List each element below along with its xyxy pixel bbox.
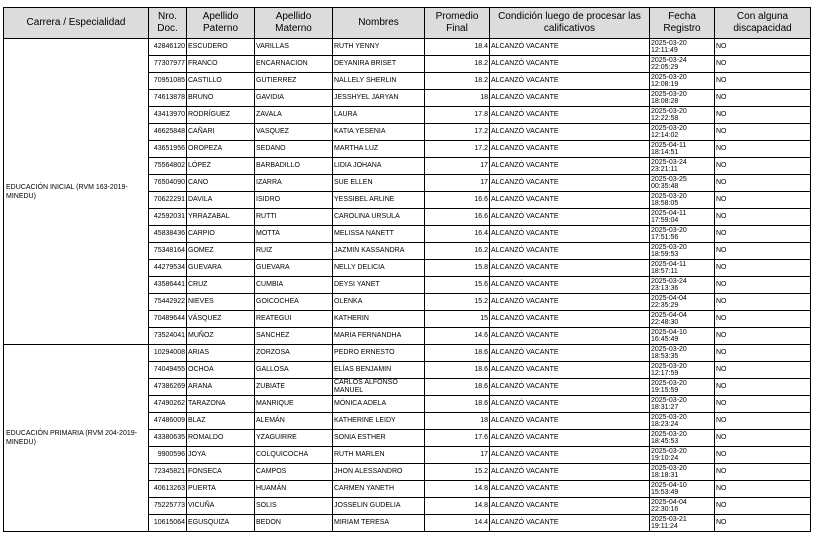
promedio-cell: 18.6: [425, 345, 490, 362]
nombres-cell: JHON ALESSANDRO: [333, 464, 425, 481]
doc-cell: 75564802: [149, 158, 187, 175]
materno-cell: CUMBIA: [255, 277, 333, 294]
condicion-cell: ALCANZÓ VACANTE: [490, 362, 650, 379]
fecha-cell: 2025-03-24 23:13:36: [650, 277, 715, 294]
promedio-cell: 18.6: [425, 396, 490, 413]
promedio-cell: 17: [425, 447, 490, 464]
paterno-cell: CANO: [187, 175, 255, 192]
discapacidad-cell: NO: [715, 447, 811, 464]
fecha-cell: 2025-03-20 18:58:05: [650, 192, 715, 209]
header-promedio: Promedio Final: [425, 8, 490, 39]
materno-cell: CAMPOS: [255, 464, 333, 481]
discapacidad-cell: NO: [715, 243, 811, 260]
condicion-cell: ALCANZÓ VACANTE: [490, 107, 650, 124]
paterno-cell: FRANCO: [187, 56, 255, 73]
discapacidad-cell: NO: [715, 107, 811, 124]
doc-cell: 47386269: [149, 379, 187, 396]
nombres-cell: CARLOS ALFONSO MANUEL: [333, 379, 425, 396]
discapacidad-cell: NO: [715, 90, 811, 107]
paterno-cell: JOYA: [187, 447, 255, 464]
career-cell: EDUCACIÓN INICIAL (RVM 163-2019-MINEDU): [4, 39, 149, 345]
materno-cell: SANCHEZ: [255, 328, 333, 345]
materno-cell: ISIDRO: [255, 192, 333, 209]
doc-cell: 70489644: [149, 311, 187, 328]
nombres-cell: RUTH YENNY: [333, 39, 425, 56]
doc-cell: 47490262: [149, 396, 187, 413]
condicion-cell: ALCANZÓ VACANTE: [490, 345, 650, 362]
promedio-cell: 17.2: [425, 141, 490, 158]
fecha-cell: 2025-03-25 00:35:48: [650, 175, 715, 192]
header-row: [4, 8, 811, 39]
doc-cell: 42846120: [149, 39, 187, 56]
doc-cell: 70951085: [149, 73, 187, 90]
condicion-cell: ALCANZÓ VACANTE: [490, 413, 650, 430]
header-fecha: Fecha Registro: [650, 8, 715, 39]
condicion-cell: ALCANZÓ VACANTE: [490, 141, 650, 158]
discapacidad-cell: NO: [715, 515, 811, 532]
doc-cell: 44279534: [149, 260, 187, 277]
nombres-cell: LAURA: [333, 107, 425, 124]
discapacidad-cell: NO: [715, 396, 811, 413]
promedio-cell: 18.4: [425, 39, 490, 56]
doc-cell: 43380635: [149, 430, 187, 447]
nombres-cell: DEYSI YANET: [333, 277, 425, 294]
nombres-cell: KATIA YESENIA: [333, 124, 425, 141]
nombres-cell: MARIA FERNANDHA: [333, 328, 425, 345]
materno-cell: SOLIS: [255, 498, 333, 515]
paterno-cell: GUEVARA: [187, 260, 255, 277]
condicion-cell: ALCANZÓ VACANTE: [490, 226, 650, 243]
paterno-cell: ARANA: [187, 379, 255, 396]
paterno-cell: TARAZONA: [187, 396, 255, 413]
nombres-cell: MARTHA LUZ: [333, 141, 425, 158]
materno-cell: REATEGUI: [255, 311, 333, 328]
condicion-cell: ALCANZÓ VACANTE: [490, 481, 650, 498]
nombres-cell: DEYANIRA BRISET: [333, 56, 425, 73]
doc-cell: 40613263: [149, 481, 187, 498]
table-body: [4, 39, 811, 532]
paterno-cell: ARIAS: [187, 345, 255, 362]
materno-cell: ENCARNACION: [255, 56, 333, 73]
paterno-cell: RODRÍGUEZ: [187, 107, 255, 124]
header-materno: Apellido Materno: [255, 8, 333, 39]
nombres-cell: MÓNICA ADELA: [333, 396, 425, 413]
header-nombres: Nombres: [333, 8, 425, 39]
condicion-cell: ALCANZÓ VACANTE: [490, 379, 650, 396]
paterno-cell: CARPIO: [187, 226, 255, 243]
fecha-cell: 2025-03-24 23:21:11: [650, 158, 715, 175]
paterno-cell: CRUZ: [187, 277, 255, 294]
condicion-cell: ALCANZÓ VACANTE: [490, 73, 650, 90]
doc-cell: 74613878: [149, 90, 187, 107]
promedio-cell: 15: [425, 311, 490, 328]
discapacidad-cell: NO: [715, 124, 811, 141]
promedio-cell: 17.6: [425, 430, 490, 447]
paterno-cell: ROMALDO: [187, 430, 255, 447]
paterno-cell: VICUÑA: [187, 498, 255, 515]
condicion-cell: ALCANZÓ VACANTE: [490, 515, 650, 532]
condicion-cell: ALCANZÓ VACANTE: [490, 175, 650, 192]
doc-cell: 42592031: [149, 209, 187, 226]
nombres-cell: SUE ELLEN: [333, 175, 425, 192]
doc-cell: 45838436: [149, 226, 187, 243]
discapacidad-cell: NO: [715, 362, 811, 379]
nombres-cell: OLENKA: [333, 294, 425, 311]
discapacidad-cell: NO: [715, 158, 811, 175]
fecha-cell: 2025-03-21 19:11:24: [650, 515, 715, 532]
condicion-cell: ALCANZÓ VACANTE: [490, 498, 650, 515]
discapacidad-cell: NO: [715, 141, 811, 158]
fecha-cell: 2025-03-20 17:51:56: [650, 226, 715, 243]
doc-cell: 73524041: [149, 328, 187, 345]
nombres-cell: NALLELY SHERLIN: [333, 73, 425, 90]
fecha-cell: 2025-03-20 12:08:19: [650, 73, 715, 90]
condicion-cell: ALCANZÓ VACANTE: [490, 447, 650, 464]
discapacidad-cell: NO: [715, 311, 811, 328]
promedio-cell: 17: [425, 158, 490, 175]
fecha-cell: 2025-04-11 17:59:04: [650, 209, 715, 226]
nombres-cell: CAROLINA URSULA: [333, 209, 425, 226]
materno-cell: GUEVARA: [255, 260, 333, 277]
discapacidad-cell: NO: [715, 260, 811, 277]
discapacidad-cell: NO: [715, 73, 811, 90]
promedio-cell: 18.6: [425, 379, 490, 396]
promedio-cell: 14.8: [425, 481, 490, 498]
paterno-cell: ESCUDERO: [187, 39, 255, 56]
condicion-cell: ALCANZÓ VACANTE: [490, 311, 650, 328]
fecha-cell: 2025-03-20 12:14:02: [650, 124, 715, 141]
discapacidad-cell: NO: [715, 175, 811, 192]
materno-cell: GALLOSA: [255, 362, 333, 379]
promedio-cell: 14.6: [425, 328, 490, 345]
doc-cell: 75348164: [149, 243, 187, 260]
condicion-cell: ALCANZÓ VACANTE: [490, 243, 650, 260]
promedio-cell: 15.6: [425, 277, 490, 294]
table-row: [4, 39, 811, 56]
doc-cell: 47486009: [149, 413, 187, 430]
doc-cell: 43651956: [149, 141, 187, 158]
header-doc: Nro. Doc.: [149, 8, 187, 39]
paterno-cell: VÁSQUEZ: [187, 311, 255, 328]
nombres-cell: JESSHYEL JARYAN: [333, 90, 425, 107]
nombres-cell: KATHERINE LEIDY: [333, 413, 425, 430]
nombres-cell: ELÍAS BENJAMIN: [333, 362, 425, 379]
nombres-cell: NELLY DELICIA: [333, 260, 425, 277]
discapacidad-cell: NO: [715, 345, 811, 362]
discapacidad-cell: NO: [715, 430, 811, 447]
fecha-cell: 2025-04-04 22:30:16: [650, 498, 715, 515]
promedio-cell: 16.4: [425, 226, 490, 243]
discapacidad-cell: NO: [715, 56, 811, 73]
nombres-cell: CARMEN YANETH: [333, 481, 425, 498]
promedio-cell: 18: [425, 90, 490, 107]
fecha-cell: 2025-03-20 12:22:58: [650, 107, 715, 124]
fecha-cell: 2025-03-24 22:05:29: [650, 56, 715, 73]
paterno-cell: OCHOA: [187, 362, 255, 379]
header-discapacidad: Con alguna discapacidad: [715, 8, 811, 39]
promedio-cell: 16.6: [425, 192, 490, 209]
materno-cell: ZUBIATE: [255, 379, 333, 396]
nombres-cell: KATHERIN: [333, 311, 425, 328]
paterno-cell: OROPEZA: [187, 141, 255, 158]
fecha-cell: 2025-04-11 18:57:11: [650, 260, 715, 277]
fecha-cell: 2025-03-20 18:18:31: [650, 464, 715, 481]
condicion-cell: ALCANZÓ VACANTE: [490, 396, 650, 413]
materno-cell: RUIZ: [255, 243, 333, 260]
condicion-cell: ALCANZÓ VACANTE: [490, 209, 650, 226]
nombres-cell: JAZMIN KASSANDRA: [333, 243, 425, 260]
doc-cell: 75225773: [149, 498, 187, 515]
promedio-cell: 16.2: [425, 243, 490, 260]
condicion-cell: ALCANZÓ VACANTE: [490, 56, 650, 73]
condicion-cell: ALCANZÓ VACANTE: [490, 277, 650, 294]
fecha-cell: 2025-04-04 22:48:30: [650, 311, 715, 328]
condicion-cell: ALCANZÓ VACANTE: [490, 294, 650, 311]
nombres-cell: JOSSELIN GUDELIA: [333, 498, 425, 515]
fecha-cell: 2025-04-10 16:45:49: [650, 328, 715, 345]
paterno-cell: YRRAZABAL: [187, 209, 255, 226]
nombres-cell: MELISSA NANETT: [333, 226, 425, 243]
discapacidad-cell: NO: [715, 464, 811, 481]
fecha-cell: 2025-03-20 18:23:24: [650, 413, 715, 430]
fecha-cell: 2025-03-20 18:08:28: [650, 90, 715, 107]
discapacidad-cell: NO: [715, 277, 811, 294]
discapacidad-cell: NO: [715, 226, 811, 243]
paterno-cell: GOMEZ: [187, 243, 255, 260]
condicion-cell: ALCANZÓ VACANTE: [490, 124, 650, 141]
paterno-cell: BRUNO: [187, 90, 255, 107]
materno-cell: GAVIDIA: [255, 90, 333, 107]
discapacidad-cell: NO: [715, 498, 811, 515]
nombres-cell: MIRIAM TERESA: [333, 515, 425, 532]
nombres-cell: YESSIBEL ARLINE: [333, 192, 425, 209]
doc-cell: 9900596: [149, 447, 187, 464]
nombres-cell: LIDIA JOHANA: [333, 158, 425, 175]
doc-cell: 43413970: [149, 107, 187, 124]
fecha-cell: 2025-03-20 12:11:49: [650, 39, 715, 56]
table-row: [4, 345, 811, 362]
paterno-cell: BLAZ: [187, 413, 255, 430]
materno-cell: ZAVALA: [255, 107, 333, 124]
promedio-cell: 15.2: [425, 294, 490, 311]
promedio-cell: 18.6: [425, 362, 490, 379]
paterno-cell: FONSECA: [187, 464, 255, 481]
header-career: Carrera / Especialidad: [4, 8, 149, 39]
condicion-cell: ALCANZÓ VACANTE: [490, 328, 650, 345]
fecha-cell: 2025-03-20 18:59:53: [650, 243, 715, 260]
fecha-cell: 2025-03-20 18:31:27: [650, 396, 715, 413]
paterno-cell: PUERTA: [187, 481, 255, 498]
doc-cell: 10294008: [149, 345, 187, 362]
nombres-cell: PEDRO ERNESTO: [333, 345, 425, 362]
promedio-cell: 17.8: [425, 107, 490, 124]
header-paterno: Apellido Paterno: [187, 8, 255, 39]
fecha-cell: 2025-03-20 18:45:53: [650, 430, 715, 447]
doc-cell: 10615064: [149, 515, 187, 532]
header-condicion: Condición luego de procesar las calificativos: [490, 8, 650, 39]
promedio-cell: 17: [425, 175, 490, 192]
discapacidad-cell: NO: [715, 379, 811, 396]
discapacidad-cell: NO: [715, 413, 811, 430]
doc-cell: 46625848: [149, 124, 187, 141]
fecha-cell: 2025-04-04 22:35:29: [650, 294, 715, 311]
materno-cell: COLQUICOCHA: [255, 447, 333, 464]
paterno-cell: MUÑOZ: [187, 328, 255, 345]
fecha-cell: 2025-04-10 15:53:49: [650, 481, 715, 498]
promedio-cell: 14.4: [425, 515, 490, 532]
discapacidad-cell: NO: [715, 294, 811, 311]
paterno-cell: LÓPEZ: [187, 158, 255, 175]
nombres-cell: RUTH MARLEN: [333, 447, 425, 464]
paterno-cell: CASTILLO: [187, 73, 255, 90]
materno-cell: IZARRA: [255, 175, 333, 192]
discapacidad-cell: NO: [715, 192, 811, 209]
fecha-cell: 2025-03-20 18:53:35: [650, 345, 715, 362]
materno-cell: BEDON: [255, 515, 333, 532]
condicion-cell: ALCANZÓ VACANTE: [490, 90, 650, 107]
materno-cell: GOICOCHEA: [255, 294, 333, 311]
doc-cell: 75442922: [149, 294, 187, 311]
materno-cell: SEDANO: [255, 141, 333, 158]
career-cell: EDUCACIÓN PRIMARIA (RVM 204-2019-MINEDU): [4, 345, 149, 532]
doc-cell: 77307977: [149, 56, 187, 73]
paterno-cell: CAÑARI: [187, 124, 255, 141]
discapacidad-cell: NO: [715, 209, 811, 226]
materno-cell: RUTTI: [255, 209, 333, 226]
doc-cell: 74049455: [149, 362, 187, 379]
materno-cell: MANRIQUE: [255, 396, 333, 413]
promedio-cell: 18: [425, 413, 490, 430]
promedio-cell: 16.6: [425, 209, 490, 226]
paterno-cell: NIEVES: [187, 294, 255, 311]
condicion-cell: ALCANZÓ VACANTE: [490, 39, 650, 56]
fecha-cell: 2025-04-11 18:14:51: [650, 141, 715, 158]
doc-cell: 76504090: [149, 175, 187, 192]
paterno-cell: EGUSQUIZA: [187, 515, 255, 532]
condicion-cell: ALCANZÓ VACANTE: [490, 464, 650, 481]
paterno-cell: DAVILA: [187, 192, 255, 209]
nombres-cell: SONIA ESTHER: [333, 430, 425, 447]
promedio-cell: 14.8: [425, 498, 490, 515]
discapacidad-cell: NO: [715, 328, 811, 345]
materno-cell: ALEMÁN: [255, 413, 333, 430]
promedio-cell: 18.2: [425, 73, 490, 90]
condicion-cell: ALCANZÓ VACANTE: [490, 192, 650, 209]
promedio-cell: 15.2: [425, 464, 490, 481]
promedio-cell: 15.8: [425, 260, 490, 277]
discapacidad-cell: NO: [715, 481, 811, 498]
materno-cell: VASQUEZ: [255, 124, 333, 141]
fecha-cell: 2025-03-20 12:17:59: [650, 362, 715, 379]
condicion-cell: ALCANZÓ VACANTE: [490, 430, 650, 447]
materno-cell: YZAGUIRRE: [255, 430, 333, 447]
doc-cell: 70622291: [149, 192, 187, 209]
doc-cell: 72345821: [149, 464, 187, 481]
materno-cell: HUAMÁN: [255, 481, 333, 498]
materno-cell: BARBADILLO: [255, 158, 333, 175]
materno-cell: ZORZOSA: [255, 345, 333, 362]
materno-cell: MOTTA: [255, 226, 333, 243]
condicion-cell: ALCANZÓ VACANTE: [490, 158, 650, 175]
results-table: [3, 7, 811, 532]
materno-cell: VARILLAS: [255, 39, 333, 56]
promedio-cell: 17.2: [425, 124, 490, 141]
condicion-cell: ALCANZÓ VACANTE: [490, 260, 650, 277]
fecha-cell: 2025-03-20 19:15:59: [650, 379, 715, 396]
doc-cell: 43586441: [149, 277, 187, 294]
materno-cell: GUTIERREZ: [255, 73, 333, 90]
fecha-cell: 2025-03-20 19:10:24: [650, 447, 715, 464]
discapacidad-cell: NO: [715, 39, 811, 56]
promedio-cell: 18.2: [425, 56, 490, 73]
